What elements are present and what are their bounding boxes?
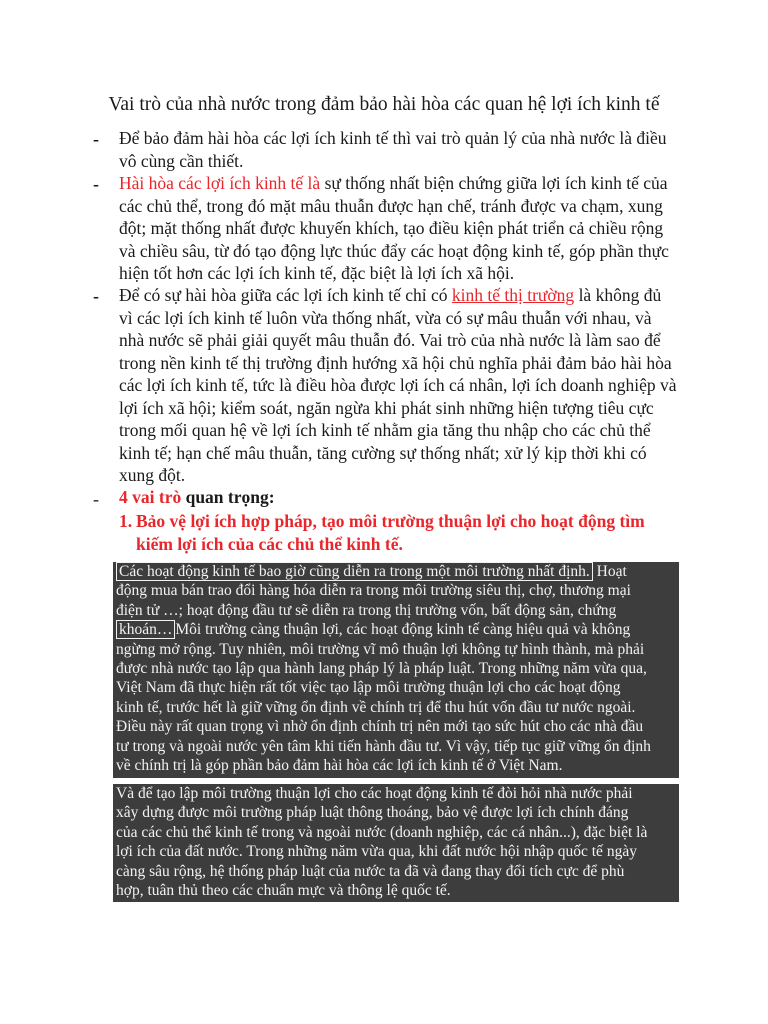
text-line: lợi ích xã hội; kiểm soát, ngăn ngừa khi phát sinh những hiện tượng tiêu cực <box>119 397 654 418</box>
document-title: Vai trò của nhà nước trong đảm bảo hài hòa các quan hệ lợi ích kinh tế <box>108 94 660 115</box>
dark-text-block-2 <box>113 784 679 902</box>
text-line: kinh tế, trước hết là giữ vững ổn định về chính trị để thu hút vốn đầu tư nước ngoài. <box>116 698 636 716</box>
boxed-text: khoán… <box>116 620 175 639</box>
dark-text-block-1 <box>113 562 679 778</box>
market-economy-link[interactable]: kinh tế thị trường <box>451 285 575 305</box>
text-line: động mua bán trao đổi hàng hóa diễn ra trong môi trường siêu thị, chợ, thương mại <box>116 582 631 600</box>
text-span: quan trọng: <box>181 487 275 507</box>
text-span: sự thống nhất biện chứng giữa lợi ích kinh tế của <box>320 173 668 193</box>
text-line: của các chủ thể kinh tế trong và ngoài nước (doanh nghiệp, các cá nhân...), đặc biệt là <box>116 823 648 841</box>
text-line: trong nền kinh tế thị trường định hướng xã hội chủ nghĩa phải đảm bảo hài hòa <box>119 352 672 373</box>
text-line: vô cùng cần thiết. <box>119 150 244 171</box>
red-highlight-text: 4 vai trò <box>119 487 182 507</box>
text-line: nhà nước sẽ phải giải quyết mâu thuẫn đó. Vai trò của nhà nước là làm sao để <box>119 330 661 350</box>
text-span: Hoạt <box>596 563 627 580</box>
red-highlight-text: Hài hòa các lợi ích kinh tế là <box>119 173 321 193</box>
text-line: Và để tạo lập môi trường thuận lợi cho các hoạt động kinh tế đòi hỏi nhà nước phải <box>116 785 633 802</box>
heading-line: Bảo vệ lợi ích hợp pháp, tạo môi trường thuận lợi cho hoạt động tìm <box>136 511 645 531</box>
bullet-paragraph-4 <box>119 486 679 509</box>
text-span: là không đủ <box>574 285 662 305</box>
bullet-marker: - <box>93 489 99 509</box>
bullet-marker: - <box>93 129 99 149</box>
text-line: càng sâu rộng, hệ thống pháp luật của nước ta đã và đang thay đổi tích cực để phù <box>116 862 625 880</box>
text-line: Điều này rất quan trọng vì nhờ ổn định chính trị nên mới tạo sức hút cho các nhà đầu <box>116 718 644 736</box>
text-line: các chủ thể, trong đó mặt mâu thuẫn được hạn chế, tránh được va chạm, xung <box>119 195 663 216</box>
text-line <box>113 620 679 639</box>
text-line: các lợi ích kinh tế, tức là điều hòa được lợi ích cá nhân, lợi ích doanh nghiệp và <box>119 375 677 395</box>
text-line: điện tử …; hoạt động đầu tư sẽ diễn ra trong thị trường vốn, bất động sản, chứng <box>116 601 617 619</box>
bullet-marker: - <box>93 174 99 194</box>
text-span: Môi trường càng thuận lợi, các hoạt động kinh tế càng hiệu quả và không <box>175 621 631 639</box>
text-line <box>119 284 679 307</box>
text-line: lợi ích của đất nước. Trong những năm vừa qua, khi đất nước hội nhập quốc tế ngày <box>116 843 637 861</box>
text-line <box>119 486 679 509</box>
text-line: kinh tế; hạn chế mâu thuẫn, tăng cường sự thống nhất; xử lý kịp thời khi có <box>119 442 647 463</box>
text-line: xây dựng được môi trường pháp luật thông thoáng, bảo vệ được lợi ích chính đáng <box>116 804 629 822</box>
bullet-paragraph-2 <box>119 172 679 285</box>
text-line: trong mối quan hệ về lợi ích kinh tế nhằm gia tăng thu nhập cho các chủ thể <box>119 420 651 440</box>
text-line: được nhà nước tạo lập qua hành lang pháp lý là pháp luật. Trong những năm vừa qua, <box>116 660 647 678</box>
bullet-marker: - <box>93 286 99 306</box>
text-line <box>113 562 679 581</box>
text-line: đột; mặt thống nhất được khuyến khích, tạo điều kiện phát triển cả chiều rộng <box>119 218 664 238</box>
bullet-paragraph-1 <box>119 127 679 172</box>
text-line: tư trong và ngoài nước yên tâm khi tiến hành đầu tư. Vì vậy, tiếp tục giữ vững ổn định <box>116 737 651 755</box>
text-span: Để có sự hài hòa giữa các lợi ích kinh tế chỉ có <box>119 285 452 305</box>
text-line: xung đột. <box>119 465 186 485</box>
text-line: ngừng mở rộng. Tuy nhiên, môi trường vĩ mô thuận lợi không tự hình thành, mà phải <box>116 640 645 658</box>
bullet-paragraph-3 <box>119 284 679 487</box>
text-line: vì các lợi ích kinh tế luôn vừa thống nhất, vừa có sự mâu thuẫn với nhau, và <box>119 307 652 328</box>
text-line: Để bảo đảm hài hòa các lợi ích kinh tế thì vai trò quản lý của nhà nước là điều <box>119 128 667 148</box>
heading-number: 1. <box>119 511 133 531</box>
boxed-text: Các hoạt động kinh tế bao giờ cũng diễn ra trong một môi trường nhất định. <box>116 562 593 581</box>
text-line: hiện tốt hơn các lợi ích kinh tế, đặc biệt là lợi ích xã hội. <box>119 263 515 283</box>
numbered-heading-1 <box>119 510 679 555</box>
text-line: về chính trị là góp phần bảo đảm hài hòa các lợi ích kinh tế ở Việt Nam. <box>116 757 563 775</box>
text-line: hợp, tuân thủ theo các chuẩn mực và thông lệ quốc tế. <box>116 882 451 900</box>
text-line: Việt Nam đã thực hiện rất tốt việc tạo lập môi trường thuận lợi cho các hoạt động <box>116 679 621 697</box>
text-line <box>119 172 679 195</box>
text-line: và chiều sâu, từ đó tạo động lực thúc đẩy các hoạt động kinh tế, góp phần thực <box>119 240 669 261</box>
heading-line: kiếm lợi ích của các chủ thể kinh tế. <box>136 533 403 554</box>
